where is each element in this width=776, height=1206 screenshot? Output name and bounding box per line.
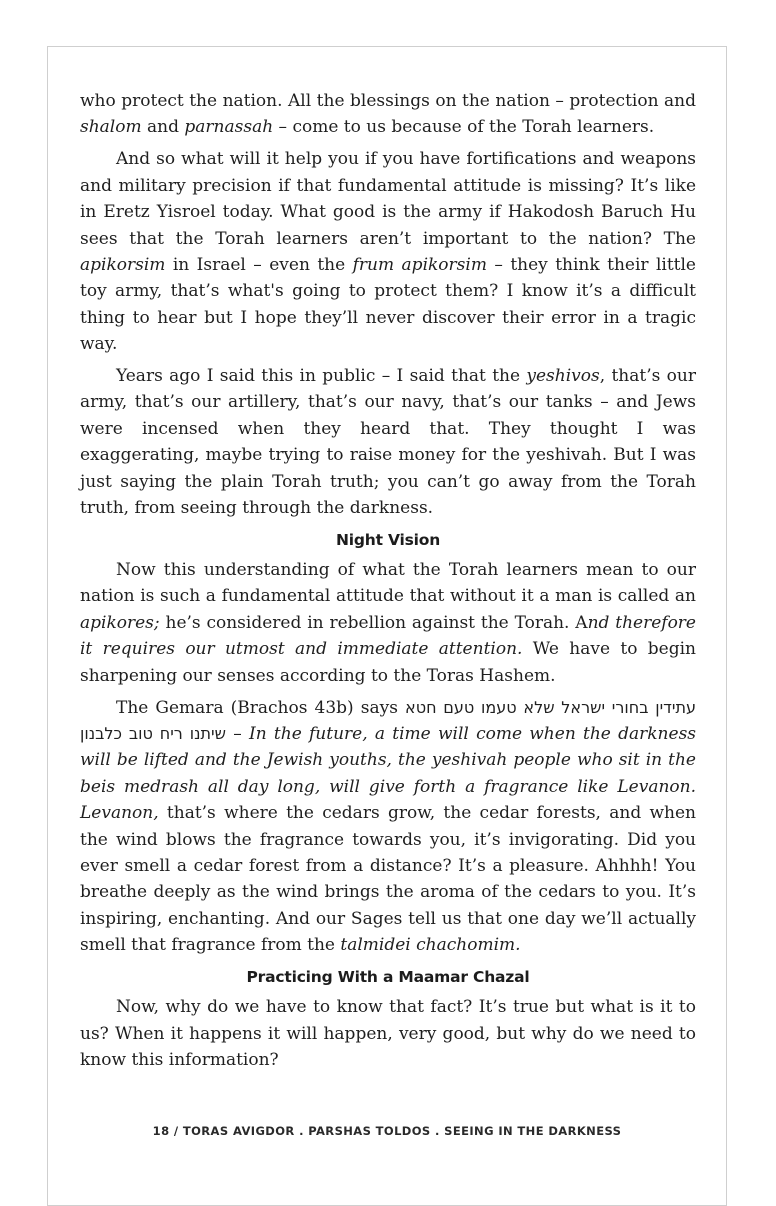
italic-text: yeshivos: [526, 366, 600, 387]
paragraph: [80, 146, 696, 357]
text-run: –: [225, 723, 249, 744]
text-run: Years ago I said this in public – I said that the: [116, 366, 527, 387]
text-run: And so what will it help you if you have fortifications and weapons and military precision if that fundamental attitude is missing? It’s like in Eretz Yisroel today. What good is the army if Hakodosh Baruch Hu sees that the Torah learners aren’t important to the nation? The: [80, 149, 696, 249]
paragraph: [80, 363, 696, 521]
text-run: – come to us because of the Torah learners.: [273, 117, 655, 138]
text-run: who protect the nation. All the blessings on the nation – protection and: [80, 91, 696, 111]
italic-text: apikorsim: [80, 254, 166, 275]
text-run: and: [141, 117, 185, 138]
paragraph: [80, 994, 696, 1073]
text-run: Now, why do we have to know that fact? It’s true but what is it to us? When it happens it will happen, very good, but why do we need to know this information?: [80, 997, 696, 1070]
italic-text: talmidei chachomim.: [340, 935, 521, 956]
text-run: in Israel – even the: [165, 254, 353, 275]
text-run: The Gemara (Brachos 43b) says: [116, 697, 406, 718]
page-body: [80, 88, 696, 1079]
hebrew-quote: עתידין בחורי ישראל שלא טעמו טעם חטא שיתנו ריח טוב כלבנון: [80, 697, 696, 743]
text-run: that’s where the cedars grow, the cedar forests, and when the wind blows the fragrance towards you, it’s invigorating. Did you ever smell a cedar forest from a distance? It’s a pleasure. Ahhhh! You breathe deeply as the wind brings the aroma of the cedars to you. It’s inspiring, enchanting. And our Sages tell us that one day we’ll actually smell that fragrance from the: [80, 803, 696, 956]
paragraph: [80, 557, 696, 689]
paragraph: [80, 88, 696, 141]
text-run: We have to begin sharpening our senses according to the Toras Hashem.: [80, 639, 696, 686]
section-heading: Night Vision: [335, 531, 441, 549]
text-run: – they think their little toy army, that’s what's going to protect them? I know it’s a difficult thing to hear but I hope they’ll never discover their error in a tragic way.: [80, 254, 696, 355]
italic-text: parnassah: [184, 117, 274, 138]
page-footer: 18 / TORAS AVIGDOR . PARSHAS TOLDOS . SEEING IN THE DARKNESS: [152, 1124, 622, 1138]
text-run: he’s considered in rebellion against the Torah. A: [159, 612, 588, 633]
italic-text: frum apikorsim: [352, 254, 487, 275]
italic-text: shalom: [80, 117, 142, 138]
text-run: , that’s our army, that’s our artillery, that’s our navy, that’s our tanks – and Jews were incensed when they heard that. They thought I was exaggerating, maybe trying to raise money for the yeshivah. But I was just saying the plain Torah truth; you can’t go away from the Torah truth, from seeing through the darkness.: [80, 366, 696, 519]
section-heading: Practicing With a Maamar Chazal: [246, 968, 530, 987]
italic-text: apikores;: [80, 612, 160, 633]
paragraph: [80, 695, 696, 959]
italic-text: nd therefore it requires our utmost and immediate attention.: [80, 612, 696, 660]
italic-text: In the future, a time will come when the darkness will be lifted and the Jewish youths, the yeshivah people who sit in the beis medrash all day long, will give forth a fragrance like Levanon. Levanon,: [80, 723, 697, 824]
text-run: Now this understanding of what the Torah learners mean to our nation is such a fundamental attitude that without it a man is called an: [80, 560, 696, 607]
